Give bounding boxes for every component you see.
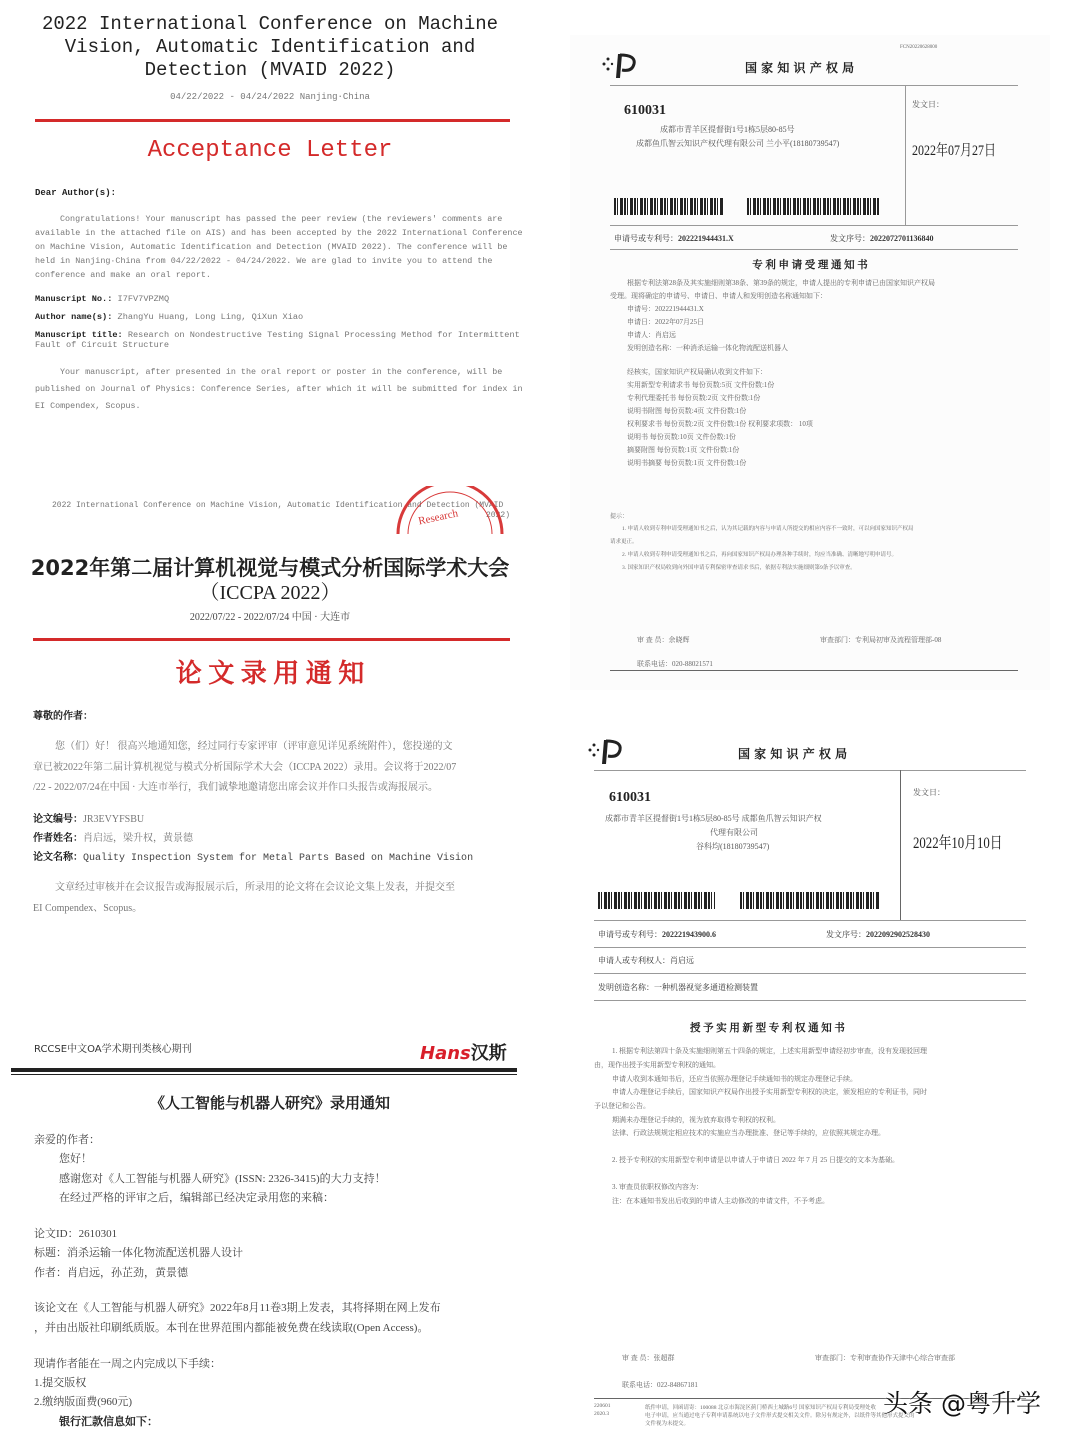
- address-line: 成都鱼爪智云知识产权代理有限公司 兰小平(18180739547): [636, 139, 840, 148]
- note-line: 2. 申请人收到专利申请受理通知书之后，再向国家知识产权局办理各种手续时，均应当准确、清晰地写明申请号。: [622, 552, 898, 558]
- paper-id: 论文ID：2610301: [34, 1228, 118, 1240]
- author-value: 肖启远，梁升权，黄景德: [83, 833, 193, 844]
- conference-title-line: Vision, Automatic Identification and: [64, 36, 476, 58]
- postcode: 610031: [624, 103, 666, 118]
- phone: 联系电话：022-84867181: [622, 1381, 698, 1389]
- author-label: Author name(s):: [35, 312, 113, 322]
- watermark: 头条 @粤升学: [883, 1389, 1041, 1418]
- application-no: [598, 929, 716, 940]
- field-line: 申请日：2022年07月25日: [627, 318, 704, 326]
- notice-title: 《人工智能与机器人研究》录用通知: [149, 1096, 390, 1112]
- file-line: 权利要求书 每份页数:2页 文件份数:1份 权利要求项数： 10项: [627, 420, 813, 428]
- notice-heading: 论 文 录 用 通 知: [175, 659, 365, 688]
- field-line: 申请号：202221944431.X: [627, 305, 704, 313]
- application-no-value: 202221943900.6: [662, 930, 716, 939]
- notice-heading: 专 利 申 请 受 理 通 知 书: [752, 260, 868, 271]
- applicant: 申请人或专利权人：肖启远: [598, 956, 694, 965]
- barcode: [740, 892, 880, 909]
- serial-no: [830, 233, 934, 244]
- body-line: 法律、行政法规规定相应技术的实施应当办理批准、登记等手续的，应依照其规定办理。: [612, 1129, 885, 1137]
- department: 审查部门：专利局初审及流程管理部-08: [820, 636, 942, 644]
- footer-line: 纸件申请，回函请寄：100088 北京市海淀区蓟门桥西土城路6号 国家知识产权局专利局受理处收: [645, 1405, 877, 1411]
- body-line: Congratulations! Your manuscript has passed the peer review (the reviewers' comments are: [60, 214, 503, 224]
- issue-date-label: 发文日：: [912, 100, 944, 109]
- greeting: 亲爱的作者：: [34, 1134, 100, 1146]
- body-line: 申请人收到本通知书后，还应当依照办理登记手续通知书的规定办理登记手续。: [612, 1075, 857, 1083]
- body-line: 章已被2022年第二届计算机视觉与模式分析国际学术大会（ICCPA 2022）录用。会议将于2022/07: [33, 762, 457, 773]
- item-3: 3. 审查员依职权修改内容为：: [612, 1183, 703, 1191]
- file-line: 说明书附图 每份页数:4页 文件份数:1份: [627, 407, 747, 415]
- address-line: 谷科均(18180739547): [696, 842, 770, 851]
- author-names: [35, 312, 303, 322]
- previous-footer: 2022 International Conference on Machine Vision, Automatic Identification and Detection (MVAID: [52, 501, 504, 510]
- serial-no-label: 发文序号：: [830, 234, 870, 243]
- barcode: [614, 198, 724, 215]
- thanks: 感谢您对《人工智能与机器人研究》(ISSN: 2326-3415)的大力支持！: [59, 1173, 386, 1185]
- header-rule-thin: [11, 1074, 517, 1075]
- closing-line: EI Compendex, Scopus.: [35, 401, 141, 411]
- intro-line: 受理。现将确定的申请号、申请日、申请人和发明创造名称通知如下：: [610, 292, 827, 300]
- divider: [594, 947, 1026, 948]
- author-label: 作者姓名：: [33, 833, 83, 844]
- divider: [900, 770, 901, 920]
- paper-authors: 作者：肖启远，孙芷劲，黄景德: [34, 1267, 188, 1279]
- manuscript-no-label: Manuscript No.:: [35, 294, 113, 304]
- serial-no-value: 2022092902528430: [866, 930, 930, 939]
- author-value: ZhangYu Huang, Long Ling, QiXun Xiao: [117, 312, 304, 322]
- conference-title: 2022年第二届计算机视觉与模式分析国际学术大会: [30, 556, 510, 580]
- red-divider: [33, 638, 510, 641]
- closing-line: EI Compendex、Scopus。: [33, 903, 143, 914]
- hans-logo-cn: 汉斯: [470, 1043, 507, 1064]
- notes-label: 提示：: [610, 514, 629, 520]
- body-line: 您（们）好！ 很高兴地通知您，经过同行专家评审（评审意见详见系统附件），您投递的文: [55, 741, 453, 752]
- issue-date: 2022年07月27日: [912, 143, 997, 159]
- date-place: 2022/07/22 - 2022/07/24 中国 · 大连市: [189, 612, 351, 623]
- title-value: Research on Nondestructive Testing Signal Processing Method for Intermittent: [127, 330, 520, 340]
- manuscript-no: [35, 294, 169, 304]
- note: 注：在本通知书发出后收到的申请人主动修改的申请文件，不予考虑。: [612, 1197, 829, 1205]
- divider: [594, 973, 1026, 974]
- address-line: 成都市青羊区提督街1号1栋5层80-85号: [660, 125, 795, 134]
- issue-date-label: 发文日：: [913, 788, 945, 797]
- paper-no-label: 论文编号：: [33, 814, 83, 825]
- divider: [610, 225, 1018, 226]
- file-line: 实用新型专利请求书 每份页数:5页 文件份数:1份: [627, 381, 775, 389]
- patent-grant-notice: [580, 730, 1060, 1439]
- step-2: 2.缴纳版面费(960元): [34, 1396, 133, 1408]
- note-line: 请求更正。: [610, 539, 638, 545]
- closing-line: published on Journal of Physics: Conference Series, after which it will be submitted for index in: [35, 384, 523, 394]
- footer-code: 2020.3: [594, 1411, 610, 1417]
- department: 审查部门：专利审查协作天津中心综合审查部: [815, 1354, 955, 1362]
- serial-no-value: 2022072701136840: [870, 234, 934, 243]
- file-line: 专利代理委托书 每份页数:2页 文件份数:1份: [627, 394, 761, 402]
- item-2: 2. 授予专利权的实用新型专利申请是以申请人于申请日 2022 年 7 月 25 日提交的文本为基础。: [612, 1156, 899, 1164]
- serial-no: [826, 929, 930, 940]
- conference-subtitle: （ICCPA 2022）: [199, 582, 341, 604]
- divider: [594, 920, 1026, 921]
- manuscript-title-cont: Fault of Circuit Structure: [35, 340, 170, 350]
- address-line: 成都市青羊区提督街1号1栋5层80-85号 成都鱼爪智云知识产权: [605, 814, 822, 823]
- invention-name: 发明创造名称：一种机器视觉多通道检测装置: [598, 983, 758, 992]
- barcode: [747, 198, 880, 215]
- body-line: 1. 根据专利法第四十条及实施细则第五十四条的规定，上述实用新型申请经初步审查，没有发现驳回理: [612, 1047, 927, 1055]
- red-seal-stamp: [390, 486, 510, 536]
- title-label: Manuscript title:: [35, 330, 123, 340]
- phone: 联系电话：020-88021571: [637, 660, 713, 668]
- body-line: held in Nanjing·China from 04/22/2022 - 04/24/2022. We are glad to invite you to attend the: [35, 256, 493, 266]
- hello: 您好！: [59, 1153, 92, 1165]
- manuscript-no-value: I7FV7VPZMQ: [117, 294, 170, 304]
- paper-no-value: JR3EVYFSBU: [83, 814, 145, 825]
- note-line: 3. 国家知识产权局收到向外国申请专利保密审查请求书后，依据专利法实施细则第9条予以审查。: [622, 565, 856, 571]
- body-line: on Machine Vision, Automatic Identification and Detection (MVAID 2022). The conference will be: [35, 242, 508, 252]
- examiner: 审 查 员：余晓辉: [637, 636, 690, 644]
- body-line: 予以登记和公告。: [594, 1102, 650, 1110]
- cnipa-logo-icon: [586, 736, 628, 766]
- letter-heading: Acceptance Letter: [147, 137, 393, 164]
- serial-no-label: 发文序号：: [826, 930, 866, 939]
- application-no-label: 申请号或专利号：: [614, 234, 678, 243]
- closing-line: 文章经过审核并在会议报告或海报展示后，所录用的论文将在会议论文集上发表，并提交至: [55, 882, 455, 893]
- address-line: 代理有限公司: [710, 828, 758, 837]
- divider: [610, 249, 1018, 250]
- paper-title: [33, 848, 473, 864]
- conference-title-line: Detection (MVAID 2022): [144, 59, 396, 81]
- conference-title-line: 2022 International Conference on Machine: [41, 13, 499, 35]
- date-place: 04/22/2022 - 04/24/2022 Nanjing·China: [170, 92, 370, 102]
- office-name: 国 家 知 识 产 权 局: [738, 747, 848, 761]
- red-divider: [35, 119, 510, 122]
- application-no: [614, 233, 734, 244]
- body-line: 期满未办理登记手续的，视为放弃取得专利权的权利。: [612, 1116, 780, 1124]
- previous-footer-cont: 2022): [486, 511, 511, 520]
- application-no-value: 202221944431.X: [678, 234, 734, 243]
- publish-line: ，并由出版社印刷纸质版。本刊在世界范围内都能被免费在线读取(Open Access)。: [34, 1322, 429, 1334]
- body-line: 申请人办理登记手续后，国家知识产权局作出授予实用新型专利权的决定，颁发相应的专利证书，同时: [612, 1088, 927, 1096]
- office-name: 国 家 知 识 产 权 局: [745, 61, 855, 75]
- document-ref: FCN20220628000: [900, 45, 938, 50]
- divider: [905, 85, 906, 225]
- decision: 在经过严格的评审之后，编辑部已经决定录用您的来稿：: [59, 1192, 334, 1204]
- greeting: 尊敬的作者：: [33, 711, 93, 722]
- closing-line: Your manuscript, after presented in the oral report or poster in the conference, will be: [60, 367, 503, 377]
- body-line: available in the attached file on AIS) and has been accepted by the 2022 International Conference: [35, 228, 523, 238]
- todo: 现请作者能在一周之内完成以下手续：: [34, 1358, 221, 1370]
- files-intro: 经核实，国家知识产权局确认收到文件如下：: [627, 368, 767, 376]
- examiner: 审 查 员：张超群: [622, 1354, 675, 1362]
- file-line: 说明书 每份页数:10页 文件份数:1份: [627, 433, 736, 441]
- body-line: /22 - 2022/07/24在中国 · 大连市举行，我们诚挚地邀请您出席会议并作口头报告或海报展示。: [33, 782, 438, 793]
- author-names: [33, 829, 193, 844]
- divider: [610, 85, 1018, 86]
- hans-journal-notice: [0, 1020, 545, 1439]
- publish-line: 该论文在《人工智能与机器人研究》2022年8月11卷3期上发表，其将择期在网上发布: [34, 1302, 441, 1314]
- title-value: Quality Inspection System for Metal Parts Based on Machine Vision: [83, 853, 474, 864]
- note-line: 1. 申请人收到专利申请受理通知书之后，认为其记载的内容与申请人所提交的相应内容不一致时，可以向国家知识产权局: [622, 526, 914, 532]
- field-line: 申请人：肖启远: [627, 331, 676, 339]
- step-1: 1.提交版权: [34, 1377, 87, 1389]
- iccpa-acceptance-notice: [0, 480, 545, 1000]
- issue-date: 2022年10月10日: [913, 835, 1003, 852]
- footer-line: 文件视为未提交。: [645, 1421, 690, 1427]
- divider: [594, 770, 1026, 771]
- bank-info-label: 银行汇款信息如下：: [59, 1416, 158, 1428]
- svg-text:Research: Research: [417, 507, 460, 528]
- manuscript-title: [35, 330, 520, 340]
- file-line: 说明书摘要 每份页数:1页 文件份数:1份: [627, 459, 747, 467]
- header-rule: [11, 1068, 517, 1072]
- body-line: 由，现作出授予实用新型专利权的通知。: [594, 1061, 720, 1069]
- mvaid-acceptance-letter: [0, 0, 545, 475]
- file-line: 摘要附图 每份页数:1页 文件份数:1份: [627, 446, 740, 454]
- divider: [594, 1000, 1026, 1001]
- body-line: conference and make an oral report.: [35, 270, 211, 280]
- hans-logo: [420, 1039, 507, 1065]
- notice-heading: 授 予 实 用 新 型 专 利 权 通 知 书: [690, 1023, 845, 1034]
- barcode: [598, 892, 715, 909]
- greeting: Dear Author(s):: [35, 188, 117, 198]
- application-no-label: 申请号或专利号：: [598, 930, 662, 939]
- cnipa-logo-icon: [600, 50, 642, 80]
- footer-line: 电子申请，应当通过电子专利申请系统以电子文件形式提交相关文件。除另有规定外，以纸件等其他形式提交的: [645, 1413, 915, 1419]
- field-line: 发明创造名称：一种消杀运输一体化物流配送机器人: [627, 344, 788, 352]
- divider: [610, 670, 1018, 671]
- postcode: 610031: [609, 790, 651, 805]
- journal-header: RCCSE中文OA学术期刊类核心期刊: [34, 1044, 192, 1055]
- intro-line: 根据专利法第28条及其实施细则第38条、第39条的规定，申请人提出的专利申请已由国家知识产权局: [627, 279, 935, 287]
- patent-acceptance-notice: [570, 35, 1050, 690]
- hans-logo-en: Hans: [420, 1043, 471, 1064]
- footer-code: 220601: [594, 1403, 611, 1409]
- title-label: 论文名称：: [33, 852, 83, 863]
- paper-no: [33, 810, 144, 825]
- paper-title: 标题：消杀运输一体化物流配送机器人设计: [34, 1247, 243, 1259]
